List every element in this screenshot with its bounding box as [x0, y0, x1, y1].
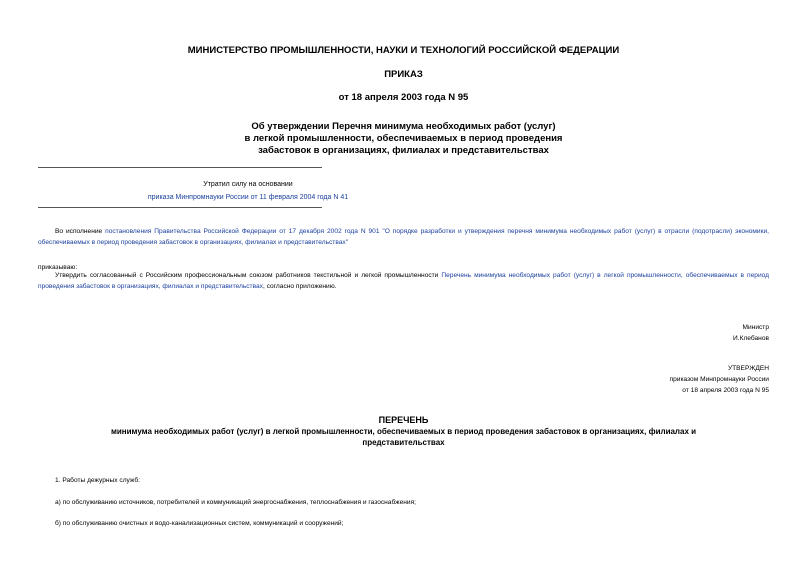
- approval-paragraph: [38, 270, 769, 292]
- document-title-line: в легкой промышленности, обеспечиваемых в период проведения: [244, 133, 563, 144]
- ministry-name: МИНИСТЕРСТВО ПРОМЫШЛЕННОСТИ, НАУКИ И ТЕХНОЛОГИЙ РОССИЙСКОЙ ФЕДЕРАЦИИ: [187, 45, 620, 56]
- preamble-prefix: Во исполнение: [55, 228, 106, 235]
- approval-prefix: Утвердить согласованный с Российским профессиональным союзом работников текстильной и легкой промышленности: [55, 272, 442, 279]
- signature-name: И.Клебанов: [733, 335, 769, 342]
- document-title-line: забастовок в организациях, филиалах и представительствах: [258, 145, 549, 156]
- signature-block: [733, 322, 769, 344]
- approval-block: [670, 363, 769, 396]
- divider-top: [38, 167, 322, 168]
- list-item: б) по обслуживанию очистных и водо-канализационных систем, коммуникаций и сооружений;: [55, 520, 344, 527]
- government-decree-link[interactable]: постановления Правительства Российской Федерации от 17 декабря 2002 года N 901 "О порядке разработки и утверждения перечня минимума необходимых работ (услуг) в отрасли (подотрасли) экономики, обеспечиваемых в период проведения забастовок в организациях, филиалах и представительствах": [38, 228, 769, 246]
- approval-status: УТВЕРЖДЕН: [727, 365, 769, 372]
- document-type: ПРИКАЗ: [384, 69, 423, 80]
- status-note-link[interactable]: приказа Минпромнауки России от 11 февраля 2004 года N 41: [147, 194, 349, 201]
- approval-date: от 18 апреля 2003 года N 95: [682, 387, 769, 394]
- list-subtitle: минимума необходимых работ (услуг) в легкой промышленности, обеспечиваемых в период проведения забастовок в организациях, филиалах и представительствах: [110, 427, 697, 447]
- list-item: 1. Работы дежурных служб:: [55, 477, 141, 484]
- list-title: ПЕРЕЧЕНЬ: [378, 415, 429, 425]
- list-item: а) по обслуживанию источников, потребителей и коммуникаций энергоснабжения, теплоснабжения и газоснабжения;: [55, 499, 416, 506]
- signature-position: Министр: [742, 324, 769, 331]
- list-link[interactable]: Перечень минимума необходимых работ (услуг) в легкой промышленности, обеспечиваемых в период проведения забастовок в организациях, филиалах и представительствах: [38, 272, 769, 290]
- document-title: [0, 121, 807, 157]
- approval-order: приказом Минпромнауки России: [669, 376, 769, 383]
- order-word: приказываю:: [38, 264, 78, 271]
- document-date-number: от 18 апреля 2003 года N 95: [338, 92, 469, 103]
- status-note: [38, 179, 458, 203]
- preamble-paragraph: [38, 226, 769, 248]
- status-note-text: Утратил силу на основании: [203, 181, 293, 188]
- divider-bottom: [38, 207, 322, 208]
- document-title-line: Об утверждении Перечня минимума необходимых работ (услуг): [251, 121, 556, 132]
- approval-suffix: , согласно приложению.: [262, 283, 337, 290]
